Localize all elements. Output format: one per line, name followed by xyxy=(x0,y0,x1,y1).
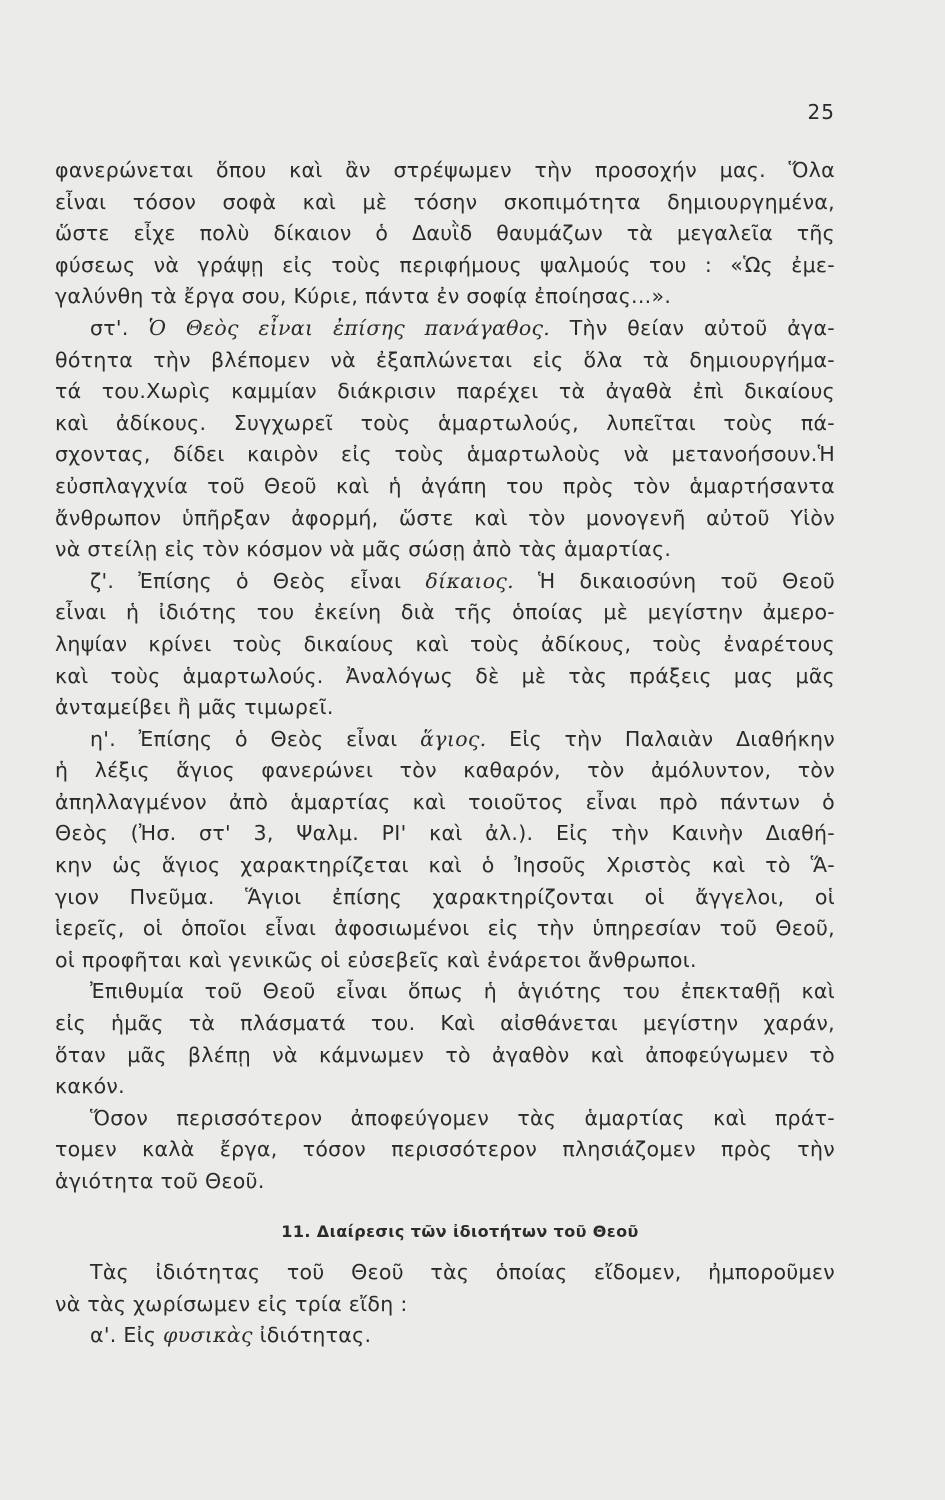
text-line: ὅταν μᾶς βλέπῃ νὰ κάμνωμεν τὸ ἀγαθὸν καὶ ἀποφεύγωμεν τὸ xyxy=(55,1042,835,1067)
page-number: 25 xyxy=(807,100,835,124)
text-line: ἱερεῖς, οἱ ὁποῖοι εἶναι ἀφοσιωμένοι εἰς τὴν ὑπηρεσίαν τοῦ Θεοῦ, xyxy=(55,916,835,941)
text-fragment: ἰδιότητας. xyxy=(252,1323,372,1348)
text-line: νὰ τὰς χωρίσωμεν εἰς τρία εἴδη : xyxy=(55,1291,408,1316)
text-line: Θεὸς (Ἠσ. στ' 3, Ψαλμ. ΡΙ' καὶ ἀλ.). Εἰς τὴν Καινὴν Διαθή- xyxy=(55,821,835,846)
paragraph-sixth-attribute xyxy=(55,313,835,345)
text-line: καὶ ἀδίκους. Συγχωρεῖ τοὺς ἁμαρτωλούς, λυπεῖται τοὺς πά- xyxy=(55,410,835,435)
text-line: τομεν καλὰ ἔργα, τόσον περισσότερον πλησιάζομεν πρὸς τὴν xyxy=(55,1137,835,1162)
text-fragment: η'. Ἐπίσης ὁ Θεὸς εἶναι xyxy=(90,726,421,751)
text-line: εἶναι ἡ ἰδιότης του ἐκείνη διὰ τῆς ὁποίας μὲ μεγίστην ἀμερο- xyxy=(55,600,835,625)
paragraph-eighth-attribute xyxy=(55,724,835,756)
body-text xyxy=(55,155,835,1352)
text-line: Ὅσον περισσότερον ἀποφεύγομεν τὰς ἁμαρτίας καὶ πράτ- xyxy=(90,1105,835,1130)
text-line: Ἐπιθυμία τοῦ Θεοῦ εἶναι ὅπως ἡ ἁγιότης του ἐπεκταθῇ καὶ xyxy=(90,979,835,1004)
text-line: ἁγιότητα τοῦ Θεοῦ. xyxy=(55,1169,265,1193)
italic-word: φυσικὰς xyxy=(163,1323,253,1348)
text-line: θότητα τὴν βλέπομεν νὰ ἐξαπλώνεται εἰς ὅλα τὰ δημιουργήμα- xyxy=(55,347,835,372)
text-line: ἀνταμείβει ἢ μᾶς τιμωρεῖ. xyxy=(55,695,334,720)
italic-word: δίκαιος. xyxy=(425,568,514,593)
italic-word: ἅγιος. xyxy=(420,726,487,751)
enumeration-label: στ'. xyxy=(90,315,149,340)
text-line: καὶ τοὺς ἁμαρτωλούς. Ἀναλόγως δὲ μὲ τὰς πράξεις μας μᾶς xyxy=(55,663,835,688)
text-line: ἡ λέξις ἅγιος φανερώνει τὸν καθαρόν, τὸν ἀμόλυντον, τὸν xyxy=(55,758,835,783)
text-fragment: Ἡ δικαιοσύνη τοῦ Θεοῦ xyxy=(513,568,835,593)
text-line: τά του.Χωρὶς καμμίαν διάκρισιν παρέχει τὰ ἀγαθὰ ἐπὶ δικαίους xyxy=(55,379,835,404)
text-line: ἄνθρωπον ὑπῆρξαν ἀφορμή, ὥστε καὶ τὸν μονογενῆ αὐτοῦ Υἱὸν xyxy=(55,505,835,530)
text-line: ὥστε εἶχε πολὺ δίκαιον ὁ Δαυῒδ θαυμάζων τὰ μεγαλεῖα τῆς xyxy=(55,221,835,246)
text-fragment: α'. Εἰς xyxy=(90,1323,164,1348)
enumeration-item-a xyxy=(55,1320,835,1352)
italic-phrase: Ὁ Θεὸς εἶναι ἐπίσης πανάγαθος. xyxy=(148,315,551,340)
text-line: ληψίαν κρίνει τοὺς δικαίους καὶ τοὺς ἀδίκους, τοὺς ἐναρέτους xyxy=(55,631,835,656)
text-line: γιον Πνεῦμα. Ἅγιοι ἐπίσης χαρακτηρίζονται οἱ ἄγγελοι, οἱ xyxy=(55,884,835,909)
text-line: εὐσπλαγχνία τοῦ Θεοῦ καὶ ἡ ἀγάπη του πρὸς τὸν ἁμαρτήσαντα xyxy=(55,473,835,498)
text-line: φύσεως νὰ γράψῃ εἰς τοὺς περιφήμους ψαλμούς του : «Ὡς ἐμε- xyxy=(55,252,835,277)
text-line: γαλύνθη τὰ ἔργα σου, Κύριε, πάντα ἐν σοφίᾳ ἐποίησας...». xyxy=(55,284,672,309)
text-line: Τὰς ἰδιότητας τοῦ Θεοῦ τὰς ὁποίας εἴδομεν, ἠμποροῦμεν xyxy=(90,1260,835,1285)
text-line: σχοντας, δίδει καιρὸν εἰς τοὺς ἁμαρτωλοὺς νὰ μετανοήσουν.Ἡ xyxy=(55,442,835,467)
paragraph-seventh-attribute xyxy=(55,566,835,598)
text-fragment: Εἰς τὴν Παλαιὰν Διαθήκην xyxy=(486,726,835,751)
text-line: οἱ προφῆται καὶ γενικῶς οἱ εὐσεβεῖς καὶ ἐνάρετοι ἄνθρωποι. xyxy=(55,947,697,972)
text-line: κην ὡς ἅγιος χαρακτηρίζεται καὶ ὁ Ἰησοῦς Χριστὸς καὶ τὸ Ἅ- xyxy=(55,853,835,878)
text-line: ἀπηλλαγμένον ἀπὸ ἁμαρτίας καὶ τοιοῦτος εἶναι πρὸ πάντων ὁ xyxy=(55,789,835,814)
text-line: νὰ στείλῃ εἰς τὸν κόσμον νὰ μᾶς σώσῃ ἀπὸ τὰς ἁμαρτίας. xyxy=(55,537,672,562)
text-fragment: ζ'. Ἐπίσης ὁ Θεὸς εἶναι xyxy=(90,568,426,593)
section-heading: 11. Διαίρεσις τῶν ἰδιοτήτων τοῦ Θεοῦ xyxy=(281,1221,639,1241)
text-line: κακόν. xyxy=(55,1074,125,1099)
text-fragment: Τὴν θείαν αὐτοῦ ἀγα- xyxy=(550,315,835,340)
text-line: φανερώνεται ὅπου καὶ ἂν στρέψωμεν τὴν προσοχήν μας. Ὅλα xyxy=(55,158,835,182)
text-line: εἰς ἡμᾶς τὰ πλάσματά του. Καὶ αἰσθάνεται μεγίστην χαράν, xyxy=(55,1011,835,1036)
text-line: εἶναι τόσον σοφὰ καὶ μὲ τόσην σκοπιμότητα δημιουργημένα, xyxy=(55,189,835,214)
